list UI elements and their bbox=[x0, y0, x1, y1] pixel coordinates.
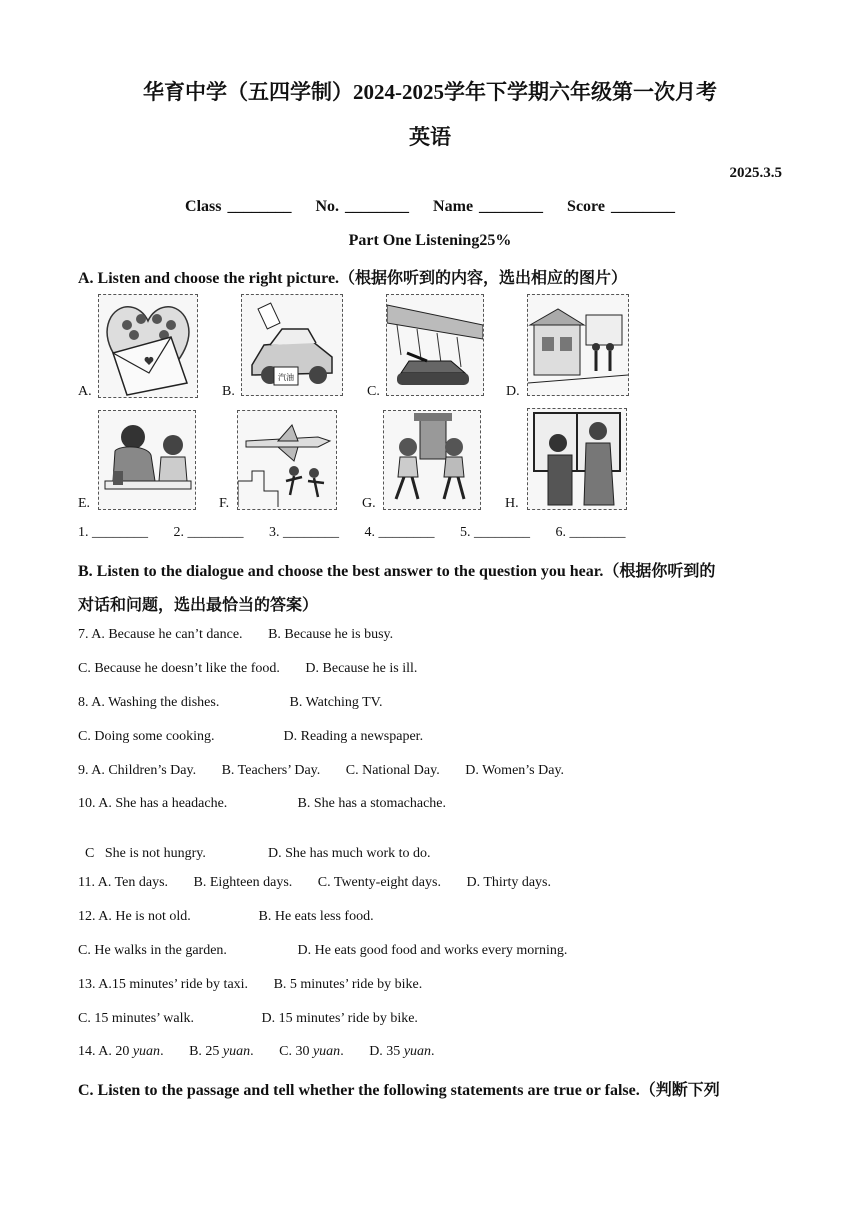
option-14a: 14. A. 20 yuan. bbox=[78, 1044, 164, 1059]
picture-f-label: F. bbox=[219, 496, 230, 511]
picture-b-label: B. bbox=[222, 384, 235, 399]
section-b-instruction-2: 对话和问题，选出最恰当的答案） bbox=[78, 597, 319, 614]
question-13-line-2 bbox=[78, 1011, 418, 1027]
option-7b: B. Because he is busy. bbox=[268, 627, 394, 642]
answer-blank-1[interactable]: 1. ________ bbox=[78, 525, 148, 540]
section-c-instruction: C. Listen to the passage and tell whether the following statements are true or false.（判断下列 bbox=[78, 1082, 720, 1099]
picture-b bbox=[241, 294, 343, 396]
option-13b: B. 5 minutes’ ride by bike. bbox=[273, 977, 423, 992]
option-11a: 11. A. Ten days. bbox=[78, 875, 169, 890]
option-11c: C. Twenty-eight days. bbox=[317, 875, 441, 890]
question-11 bbox=[78, 875, 551, 891]
exam-subject: 英语 bbox=[409, 125, 451, 149]
option-12a: 12. A. He is not old. bbox=[78, 909, 191, 924]
option-9c: C. National Day. bbox=[345, 763, 440, 778]
option-13c: C. 15 minutes’ walk. bbox=[78, 1011, 195, 1026]
answer-blanks bbox=[78, 525, 648, 541]
picture-g-label: G. bbox=[362, 496, 376, 511]
option-10c: C She is not hungry. bbox=[85, 846, 206, 861]
question-13-line-1 bbox=[78, 977, 422, 993]
picture-h-label: H. bbox=[505, 496, 519, 511]
question-9 bbox=[78, 763, 564, 779]
picture-d-label: D. bbox=[506, 384, 520, 399]
option-14d: D. 35 yuan. bbox=[369, 1044, 435, 1059]
option-9d: D. Women’s Day. bbox=[465, 763, 565, 778]
picture-a bbox=[98, 294, 198, 398]
option-14c: C. 30 yuan. bbox=[279, 1044, 344, 1059]
option-11d: D. Thirty days. bbox=[466, 875, 551, 890]
exam-title: 华育中学（五四学制）2024-2025学年下学期六年级第一次月考 bbox=[143, 80, 717, 104]
answer-blank-2[interactable]: 2. ________ bbox=[173, 525, 244, 540]
option-8b: B. Watching TV. bbox=[289, 695, 383, 710]
option-8d: D. Reading a newspaper. bbox=[283, 729, 424, 744]
picture-h bbox=[527, 408, 627, 510]
picture-f bbox=[237, 410, 337, 510]
question-12-line-1 bbox=[78, 909, 374, 925]
option-7d: D. Because he is ill. bbox=[305, 661, 418, 676]
section-b-instruction-1: B. Listen to the dialogue and choose the best answer to the question you hear.（根据你听到的 bbox=[78, 563, 716, 580]
option-12d: D. He eats good food and works every morning. bbox=[297, 943, 568, 958]
question-14 bbox=[78, 1044, 435, 1060]
picture-a-label: A. bbox=[78, 384, 92, 399]
picture-c bbox=[386, 294, 484, 396]
picture-g bbox=[383, 410, 481, 510]
option-8c: C. Doing some cooking. bbox=[78, 729, 215, 744]
option-12c: C. He walks in the garden. bbox=[78, 943, 227, 958]
answer-blank-6[interactable]: 6. ________ bbox=[555, 525, 626, 540]
exam-date: 2025.3.5 bbox=[729, 165, 782, 181]
option-9a: 9. A. Children’s Day. bbox=[78, 763, 197, 778]
question-12-line-2 bbox=[78, 943, 567, 959]
option-10a: 10. A. She has a headache. bbox=[78, 796, 228, 811]
option-10b: B. She has a stomachache. bbox=[297, 796, 447, 811]
question-10-line-1 bbox=[78, 796, 446, 812]
part-one-title: Part One Listening25% bbox=[348, 232, 512, 249]
question-10-line-2 bbox=[78, 830, 431, 862]
picture-d bbox=[527, 294, 629, 396]
student-info-line: Class ________ No. ________ Name ________ Score ________ bbox=[185, 198, 675, 215]
question-8-line-1 bbox=[78, 695, 383, 711]
answer-blank-4[interactable]: 4. ________ bbox=[364, 525, 435, 540]
picture-e bbox=[98, 410, 196, 510]
option-7c: C. Because he doesn’t like the food. bbox=[78, 661, 280, 676]
option-9b: B. Teachers’ Day. bbox=[221, 763, 321, 778]
picture-e-label: E. bbox=[78, 496, 91, 511]
section-a-instruction: A. Listen and choose the right picture.（根据你听到的内容，选出相应的图片） bbox=[78, 270, 628, 287]
option-12b: B. He eats less food. bbox=[258, 909, 374, 924]
option-14b: B. 25 yuan. bbox=[189, 1044, 254, 1059]
answer-blank-5[interactable]: 5. ________ bbox=[460, 525, 530, 540]
answer-blank-3[interactable]: 3. ________ bbox=[269, 525, 339, 540]
question-8-line-2 bbox=[78, 729, 423, 745]
option-10d: D. She has much work to do. bbox=[268, 846, 431, 861]
picture-c-label: C. bbox=[367, 384, 380, 399]
question-7-line-2 bbox=[78, 661, 417, 677]
option-11b: B. Eighteen days. bbox=[193, 875, 293, 890]
option-7a: 7. A. Because he can’t dance. bbox=[78, 627, 243, 642]
question-7-line-1 bbox=[78, 627, 393, 643]
option-13a: 13. A.15 minutes’ ride by taxi. bbox=[78, 977, 249, 992]
svg-text:汽油: 汽油 bbox=[278, 373, 294, 382]
option-13d: D. 15 minutes’ ride by bike. bbox=[261, 1011, 418, 1026]
option-8a: 8. A. Washing the dishes. bbox=[78, 695, 220, 710]
